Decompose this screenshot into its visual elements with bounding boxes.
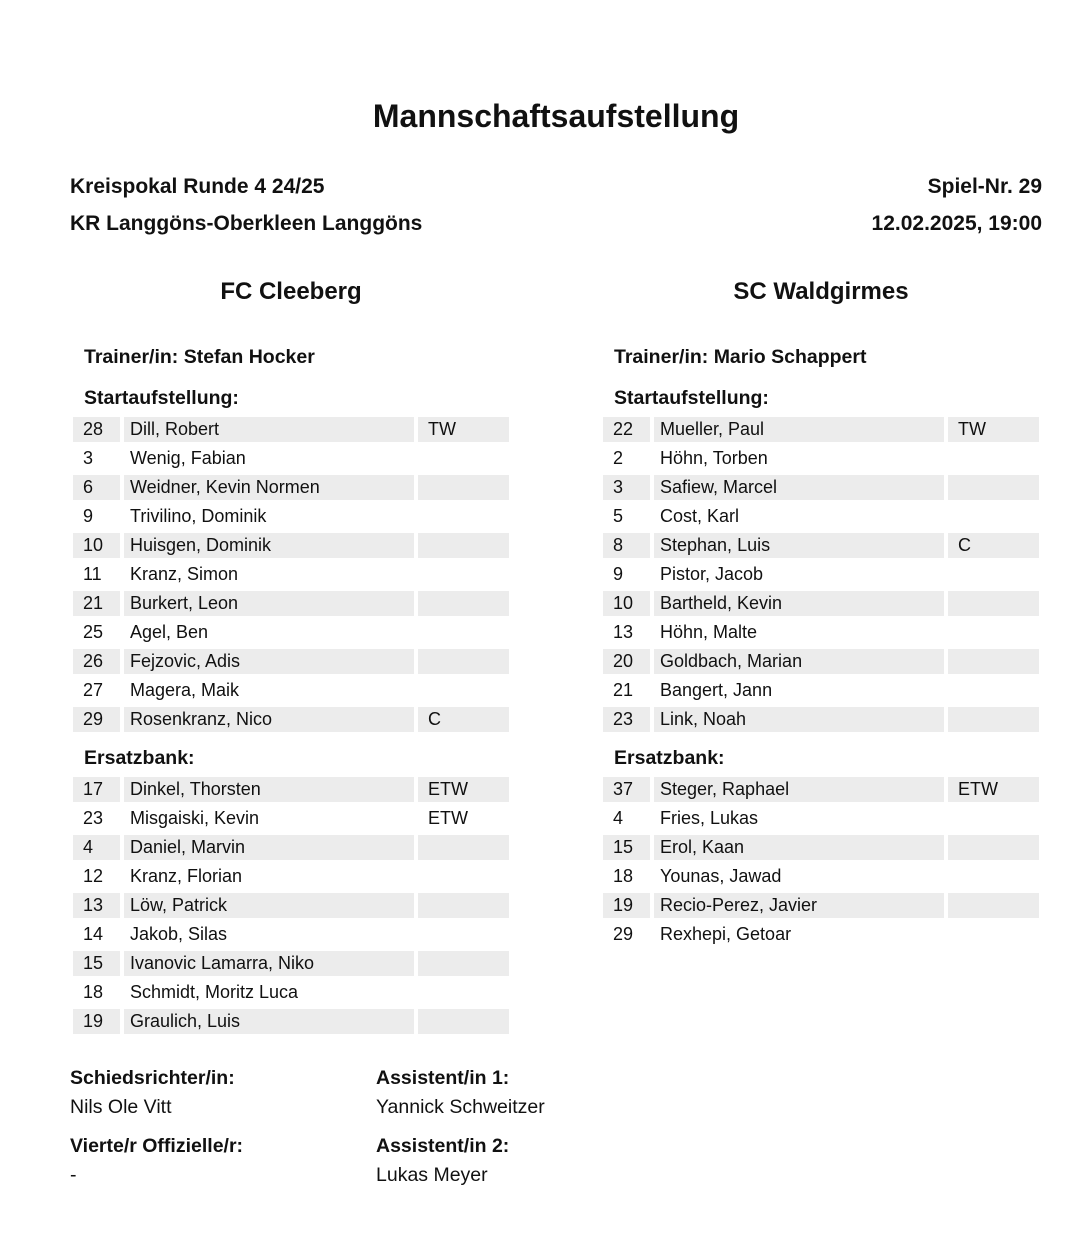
player-row xyxy=(603,920,1039,949)
match-datetime: 12.02.2025, 19:00 xyxy=(871,212,1042,235)
player-row xyxy=(73,676,509,705)
player-row xyxy=(603,676,1039,705)
player-role xyxy=(418,835,509,860)
player-name: Younas, Jawad xyxy=(660,866,782,886)
player-row xyxy=(73,833,509,862)
player-row xyxy=(603,560,1039,589)
player-row xyxy=(603,833,1039,862)
player-role: C xyxy=(948,533,1039,558)
player-role xyxy=(948,504,1039,529)
shirt-number: 29 xyxy=(613,924,634,944)
shirt-number: 4 xyxy=(613,808,624,828)
shirt-number: 27 xyxy=(83,680,104,700)
fourth-official-label: Vierte/r Offizielle/r: xyxy=(70,1135,244,1157)
player-role xyxy=(948,446,1039,471)
player-role xyxy=(418,922,509,947)
shirt-number: 15 xyxy=(73,951,120,976)
home-bench-heading: Ersatzbank: xyxy=(84,747,195,769)
player-role xyxy=(418,951,509,976)
player-role xyxy=(948,806,1039,831)
player-name: Erol, Kaan xyxy=(654,835,944,860)
player-role xyxy=(418,504,509,529)
player-row xyxy=(603,473,1039,502)
player-name: Steger, Raphael xyxy=(654,777,944,802)
player-row xyxy=(73,647,509,676)
player-row xyxy=(73,705,509,734)
player-name: Pistor, Jacob xyxy=(660,564,764,584)
home-team-name: FC Cleeberg xyxy=(220,278,362,305)
player-role: ETW xyxy=(418,777,509,802)
shirt-number: 18 xyxy=(83,982,104,1002)
assistant2-name: Lukas Meyer xyxy=(376,1164,488,1186)
player-role xyxy=(418,893,509,918)
shirt-number: 12 xyxy=(83,866,104,886)
page-title: Mannschaftsaufstellung xyxy=(372,98,740,134)
player-name: Burkert, Leon xyxy=(124,591,414,616)
player-role xyxy=(948,707,1039,732)
player-row xyxy=(73,444,509,473)
shirt-number: 3 xyxy=(603,475,650,500)
shirt-number: 19 xyxy=(603,893,650,918)
player-role xyxy=(948,562,1039,587)
home-bench-table xyxy=(73,775,509,1036)
player-role xyxy=(418,678,509,703)
shirt-number: 20 xyxy=(603,649,650,674)
referee-label: Schiedsrichter/in: xyxy=(70,1067,235,1089)
player-row xyxy=(603,705,1039,734)
away-team-name: SC Waldgirmes xyxy=(733,278,909,305)
shirt-number: 28 xyxy=(73,417,120,442)
player-role xyxy=(418,533,509,558)
player-role xyxy=(948,591,1039,616)
player-role xyxy=(418,1009,509,1034)
player-role xyxy=(948,475,1039,500)
player-row xyxy=(603,502,1039,531)
player-row xyxy=(73,502,509,531)
shirt-number: 23 xyxy=(603,707,650,732)
player-row xyxy=(73,775,509,804)
player-name: Bangert, Jann xyxy=(660,680,773,700)
player-role xyxy=(418,620,509,645)
player-role xyxy=(948,835,1039,860)
player-row xyxy=(603,775,1039,804)
player-role xyxy=(948,620,1039,645)
player-row xyxy=(603,891,1039,920)
player-name: Weidner, Kevin Normen xyxy=(124,475,414,500)
player-name: Ivanovic Lamarra, Niko xyxy=(124,951,414,976)
venue: KR Langgöns-Oberkleen Langgöns xyxy=(70,212,423,235)
home-start-heading: Startaufstellung: xyxy=(84,387,239,409)
player-name: Trivilino, Dominik xyxy=(130,506,267,526)
player-name: Dinkel, Thorsten xyxy=(124,777,414,802)
away-trainer: Trainer/in: Mario Schappert xyxy=(614,346,867,368)
player-role xyxy=(948,893,1039,918)
shirt-number: 26 xyxy=(73,649,120,674)
shirt-number: 10 xyxy=(603,591,650,616)
player-row xyxy=(73,560,509,589)
shirt-number: 37 xyxy=(603,777,650,802)
player-name: Schmidt, Moritz Luca xyxy=(130,982,299,1002)
player-role xyxy=(948,678,1039,703)
shirt-number: 18 xyxy=(613,866,634,886)
player-name: Fejzovic, Adis xyxy=(124,649,414,674)
player-row xyxy=(603,618,1039,647)
player-name: Recio-Perez, Javier xyxy=(654,893,944,918)
player-name: Kranz, Simon xyxy=(130,564,239,584)
player-name: Bartheld, Kevin xyxy=(654,591,944,616)
player-role: ETW xyxy=(428,808,468,828)
player-name: Cost, Karl xyxy=(660,506,740,526)
player-name: Höhn, Torben xyxy=(660,448,768,468)
shirt-number: 23 xyxy=(83,808,104,828)
player-name: Wenig, Fabian xyxy=(130,448,246,468)
assistant1-label: Assistent/in 1: xyxy=(376,1067,510,1089)
shirt-number: 13 xyxy=(73,893,120,918)
player-role xyxy=(418,591,509,616)
assistant1-name: Yannick Schweitzer xyxy=(376,1096,545,1118)
home-start-table xyxy=(73,415,509,734)
player-name: Höhn, Malte xyxy=(660,622,758,642)
shirt-number: 10 xyxy=(73,533,120,558)
player-name: Stephan, Luis xyxy=(654,533,944,558)
player-name: Graulich, Luis xyxy=(124,1009,414,1034)
shirt-number: 5 xyxy=(613,506,624,526)
shirt-number: 19 xyxy=(73,1009,120,1034)
player-name: Huisgen, Dominik xyxy=(124,533,414,558)
shirt-number: 22 xyxy=(603,417,650,442)
player-row xyxy=(73,473,509,502)
player-name: Fries, Lukas xyxy=(660,808,759,828)
player-name: Magera, Maik xyxy=(130,680,240,700)
match-number: Spiel-Nr. 29 xyxy=(927,175,1042,198)
player-row xyxy=(603,862,1039,891)
away-bench-table xyxy=(603,775,1039,949)
assistant2-label: Assistent/in 2: xyxy=(376,1135,510,1157)
player-row xyxy=(73,920,509,949)
player-row xyxy=(73,589,509,618)
shirt-number: 6 xyxy=(73,475,120,500)
shirt-number: 3 xyxy=(83,448,94,468)
player-row xyxy=(73,618,509,647)
player-row xyxy=(73,415,509,444)
player-name: Jakob, Silas xyxy=(130,924,228,944)
player-row xyxy=(73,804,509,833)
shirt-number: 29 xyxy=(73,707,120,732)
shirt-number: 13 xyxy=(613,622,634,642)
player-name: Mueller, Paul xyxy=(654,417,944,442)
player-name: Daniel, Marvin xyxy=(124,835,414,860)
fourth-official-name: - xyxy=(70,1164,77,1186)
player-row xyxy=(603,415,1039,444)
player-role: TW xyxy=(948,417,1039,442)
shirt-number: 21 xyxy=(73,591,120,616)
player-row xyxy=(603,647,1039,676)
player-name: Dill, Robert xyxy=(124,417,414,442)
shirt-number: 8 xyxy=(603,533,650,558)
player-name: Goldbach, Marian xyxy=(654,649,944,674)
away-start-heading: Startaufstellung: xyxy=(614,387,769,409)
player-role xyxy=(418,980,509,1005)
player-row xyxy=(73,1007,509,1036)
shirt-number: 21 xyxy=(613,680,634,700)
shirt-number: 9 xyxy=(613,564,624,584)
player-role xyxy=(418,446,509,471)
player-name: Misgaiski, Kevin xyxy=(130,808,260,828)
shirt-number: 17 xyxy=(73,777,120,802)
referee-name: Nils Ole Vitt xyxy=(70,1096,172,1118)
shirt-number: 9 xyxy=(83,506,94,526)
player-row xyxy=(73,862,509,891)
player-role: ETW xyxy=(948,777,1039,802)
player-row xyxy=(603,804,1039,833)
player-row xyxy=(603,531,1039,560)
player-role xyxy=(418,864,509,889)
player-name: Rexhepi, Getoar xyxy=(660,924,792,944)
player-name: Safiew, Marcel xyxy=(654,475,944,500)
shirt-number: 25 xyxy=(83,622,104,642)
player-name: Link, Noah xyxy=(654,707,944,732)
player-row xyxy=(73,949,509,978)
player-row xyxy=(73,891,509,920)
player-role: C xyxy=(418,707,509,732)
player-row xyxy=(603,589,1039,618)
player-role: TW xyxy=(418,417,509,442)
player-role xyxy=(418,562,509,587)
player-role xyxy=(418,475,509,500)
shirt-number: 15 xyxy=(603,835,650,860)
home-trainer: Trainer/in: Stefan Hocker xyxy=(84,346,315,368)
away-start-table xyxy=(603,415,1039,734)
shirt-number: 14 xyxy=(83,924,104,944)
shirt-number: 11 xyxy=(83,564,102,584)
shirt-number: 4 xyxy=(73,835,120,860)
player-role xyxy=(948,649,1039,674)
player-role xyxy=(948,864,1039,889)
player-name: Agel, Ben xyxy=(130,622,209,642)
player-name: Rosenkranz, Nico xyxy=(124,707,414,732)
competition: Kreispokal Runde 4 24/25 xyxy=(70,175,325,198)
away-bench-heading: Ersatzbank: xyxy=(614,747,725,769)
player-role xyxy=(948,922,1039,947)
shirt-number: 2 xyxy=(613,448,624,468)
player-row xyxy=(73,531,509,560)
player-role xyxy=(418,649,509,674)
player-row xyxy=(603,444,1039,473)
player-name: Kranz, Florian xyxy=(130,866,243,886)
player-row xyxy=(73,978,509,1007)
player-name: Löw, Patrick xyxy=(124,893,414,918)
